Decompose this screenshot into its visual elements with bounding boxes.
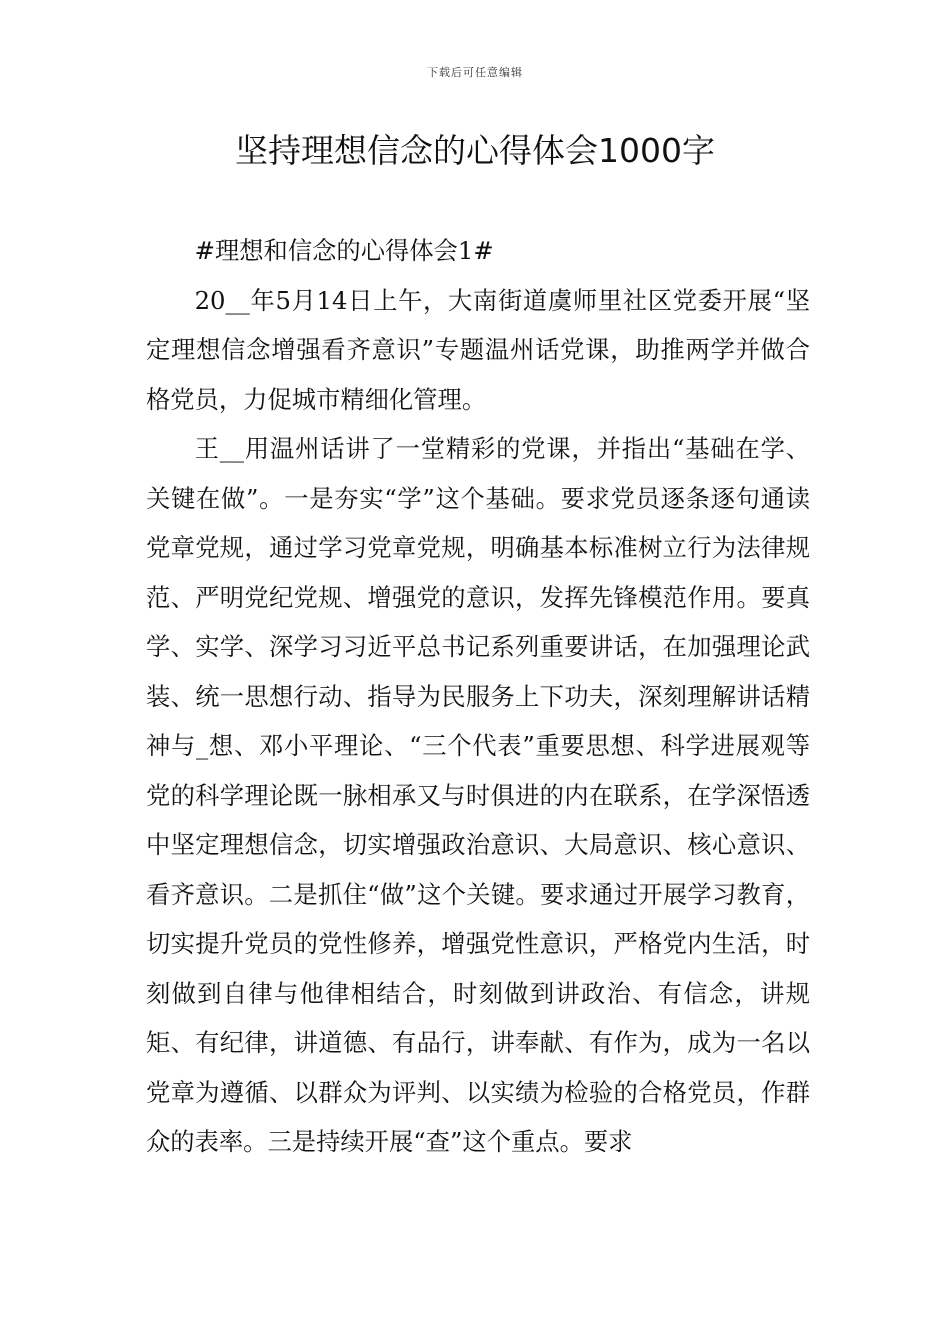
- header-note: 下载后可任意编辑: [427, 66, 523, 79]
- paragraph: 20__年5月14日上午，大南街道虞师里社区党委开展“坚定理想信念增强看齐意识”专题温州话党课，助推两学并做合格党员，力促城市精细化管理。: [146, 285, 810, 414]
- document-body: [146, 226, 810, 1167]
- paragraph-subtitle: #理想和信念的心得体会1#: [194, 236, 494, 265]
- document-title: 坚持理想信念的心得体会1000字: [235, 131, 715, 170]
- paragraph: 王__用温州话讲了一堂精彩的党课，并指出“基础在学、关键在做”。一是夯实“学”这个基础。要求党员逐条逐句通读党章党规，通过学习党章党规，明确基本标准树立行为法律规范、严明党纪党规、增强党的意识，发挥先锋模范作用。要真学、实学、深学习习近平总书记系列重要讲话，在加强理论武装、统一思想行动、指导为民服务上下功夫，深刻理解讲话精神与_想、邓小平理论、“三个代表”重要思想、科学进展观等党的科学理论既一脉相承又与时俱进的内在联系，在学深悟透中坚定理想信念，切实增强政治意识、大局意识、核心意识、看齐意识。二是抓住“做”这个关键。要求通过开展学习教育，切实提升党员的党性修养，增强党性意识，严格党内生活，时刻做到自律与他律相结合，时刻做到讲政治、有信念，讲规矩、有纪律，讲道德、有品行，讲奉献、有作为，成为一名以党章为遵循、以群众为评判、以实绩为检验的合格党员，作群众的表率。三是持续开展“查”这个重点。要求: [146, 434, 810, 1156]
